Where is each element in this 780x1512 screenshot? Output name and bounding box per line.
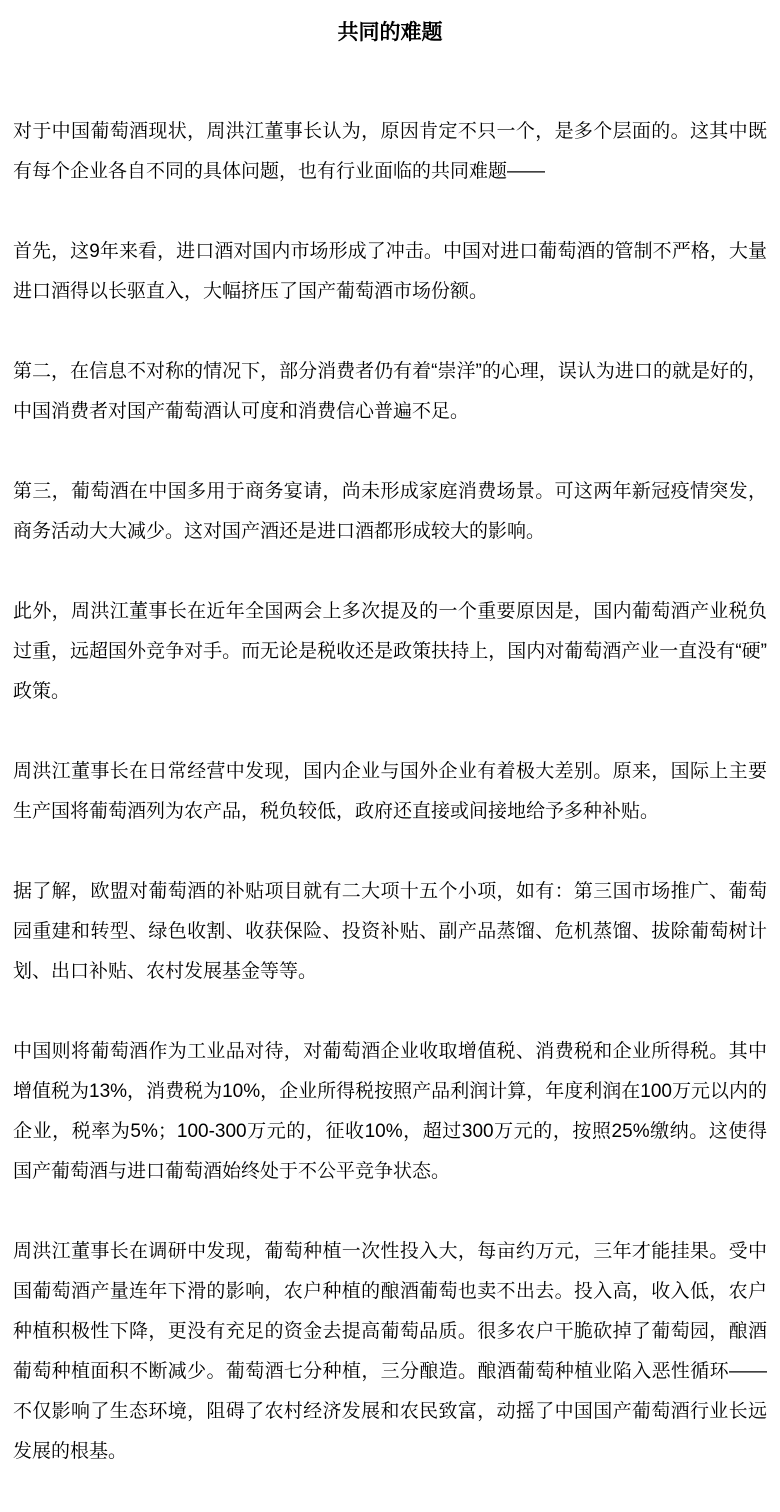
article-paragraph-first-reason: 首先，这9年来看，进口酒对国内市场形成了冲击。中国对进口葡萄酒的管制不严格，大量进口酒得以长驱直入，大幅挤压了国产葡萄酒市场份额。 xyxy=(13,241,767,302)
page-title: 共同的难题 xyxy=(337,21,443,44)
article-paragraph-tax-burden: 此外，周洪江董事长在近年全国两会上多次提及的一个重要原因是，国内葡萄酒产业税负过重，远超国外竞争对手。而无论是税收还是政策扶持上，国内对葡萄酒产业一直没有“硬”政策。 xyxy=(13,601,767,702)
article-paragraph-grape-planting: 周洪江董事长在调研中发现，葡萄种植一次性投入大，每亩约万元，三年才能挂果。受中国葡萄酒产量连年下滑的影响，农户种植的酿酒葡萄也卖不出去。投入高，收入低，农户种植积极性下降，更没有充足的资金去提高葡萄品质。很多农户干脆砍掉了葡萄园，酿酒葡萄种植面积不断减少。葡萄酒七分种植，三分酿造。酿酒葡萄种植业陷入恶性循环——不仅影响了生态环境，阻碍了农村经济发展和农民致富，动摇了中国国产葡萄酒行业长远发展的根基。 xyxy=(13,1241,767,1462)
article-paragraph-third-reason: 第三，葡萄酒在中国多用于商务宴请，尚未形成家庭消费场景。可这两年新冠疫情突发，商务活动大大减少。这对国产酒还是进口酒都形成较大的影响。 xyxy=(13,481,767,542)
article-paragraph-china-taxes: 中国则将葡萄酒作为工业品对待，对葡萄酒企业收取增值税、消费税和企业所得税。其中增值税为13%，消费税为10%，企业所得税按照产品利润计算，年度利润在100万元以内的企业，税率为5%；100-300万元的，征收10%，超过300万元的，按照25%缴纳。这使得国产葡萄酒与进口葡萄酒始终处于不公平竞争状态。 xyxy=(13,1041,767,1182)
article-paragraph-intro: 对于中国葡萄酒现状，周洪江董事长认为，原因肯定不只一个，是多个层面的。这其中既有每个企业各自不同的具体问题，也有行业面临的共同难题—— xyxy=(13,121,767,182)
article-paragraph-eu-subsidies: 据了解，欧盟对葡萄酒的补贴项目就有二大项十五个小项，如有：第三国市场推广、葡萄园重建和转型、绿色收割、收获保险、投资补贴、副产品蒸馏、危机蒸馏、拔除葡萄树计划、出口补贴、农村发展基金等等。 xyxy=(13,881,767,982)
article-paragraph-domestic-foreign-difference: 周洪江董事长在日常经营中发现，国内企业与国外企业有着极大差别。原来，国际上主要生产国将葡萄酒列为农产品，税负较低，政府还直接或间接地给予多种补贴。 xyxy=(13,761,767,822)
article-paragraph-second-reason: 第二，在信息不对称的情况下，部分消费者仍有着“崇洋”的心理，误认为进口的就是好的，中国消费者对国产葡萄酒认可度和消费信心普遍不足。 xyxy=(13,361,767,422)
